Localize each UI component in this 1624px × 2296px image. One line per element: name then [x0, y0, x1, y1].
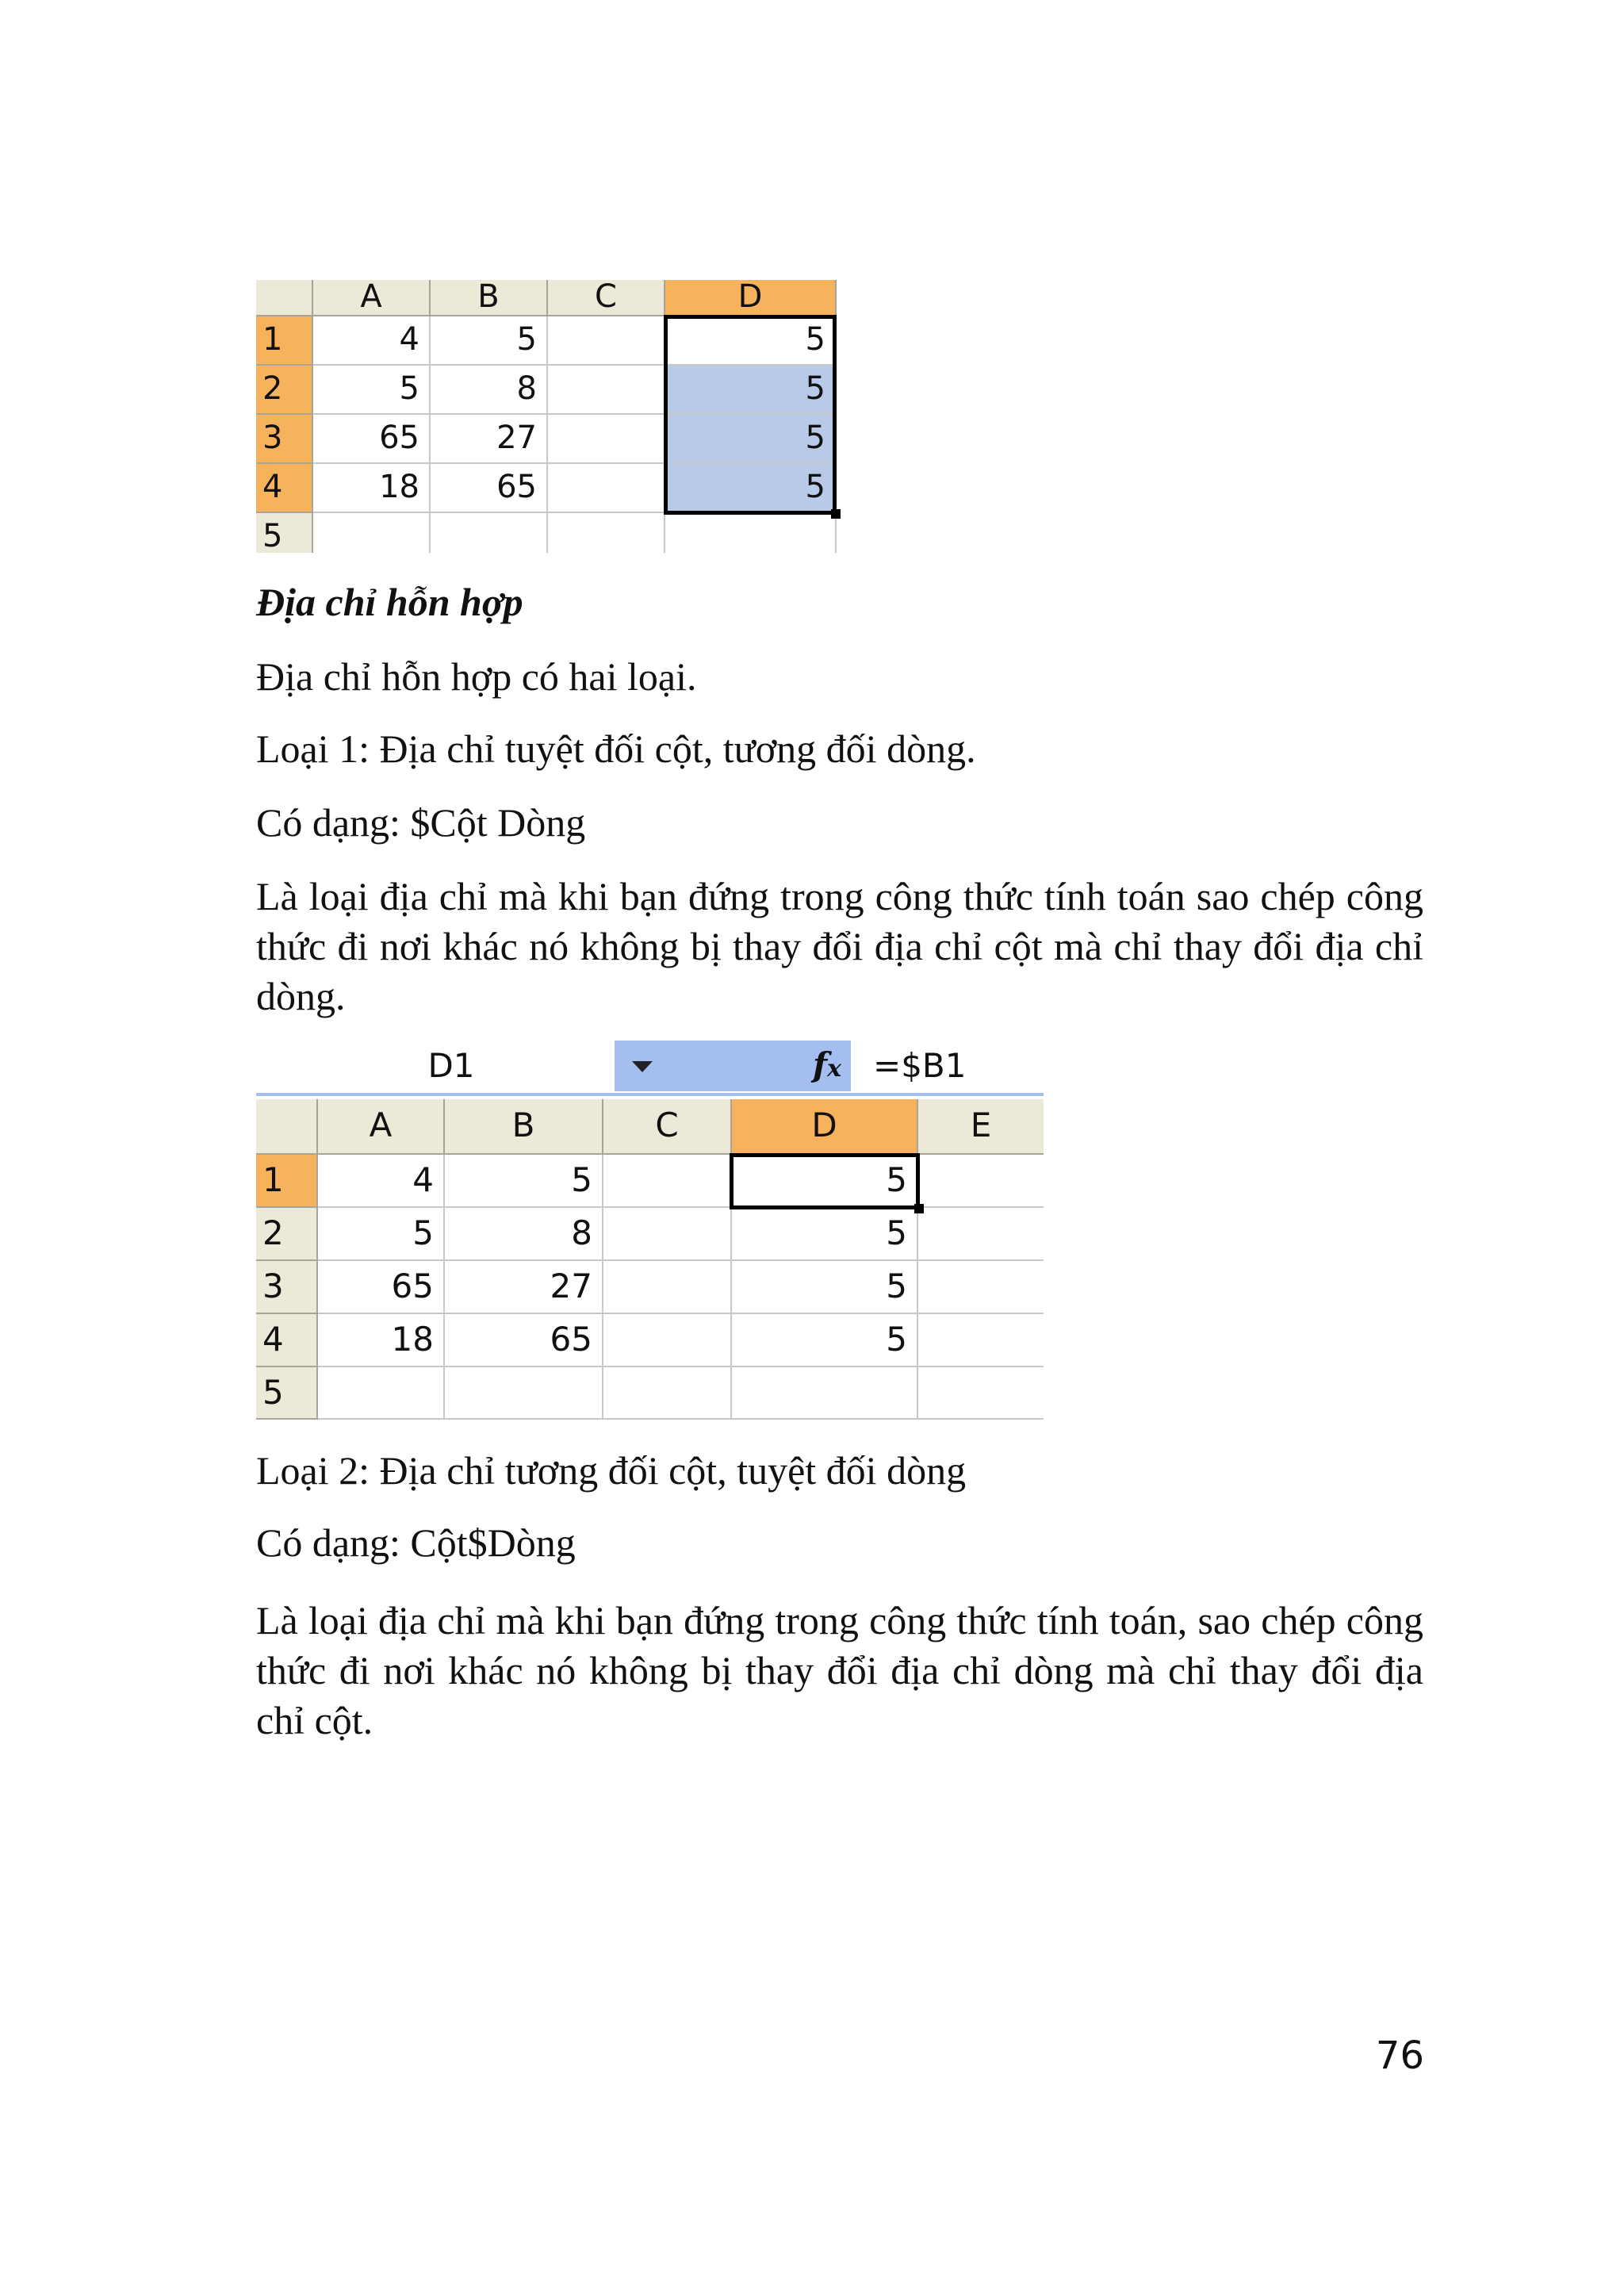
- paragraph-type-2: Loại 2: Địa chỉ tương đối cột, tuyệt đối dòng: [256, 1448, 967, 1493]
- col-header-c[interactable]: C: [603, 1099, 732, 1155]
- spreadsheet-1: [256, 280, 864, 553]
- cell-a4[interactable]: 18: [318, 1314, 445, 1367]
- col-header-d[interactable]: D: [732, 1099, 918, 1155]
- cell-d4[interactable]: 5: [665, 464, 837, 513]
- cell-b5[interactable]: [431, 513, 548, 553]
- row-header-5[interactable]: 5: [256, 513, 313, 553]
- cell-d5[interactable]: [732, 1367, 918, 1420]
- cell-d5[interactable]: [665, 513, 837, 553]
- active-cell-d1: [730, 1153, 920, 1209]
- cell-b1[interactable]: 5: [431, 316, 548, 366]
- cell-b2[interactable]: 8: [445, 1208, 603, 1261]
- cell-c1[interactable]: [603, 1155, 732, 1208]
- cell-a5[interactable]: [313, 513, 431, 553]
- col-header-e[interactable]: E: [918, 1099, 1044, 1155]
- cell-a1[interactable]: 4: [318, 1155, 445, 1208]
- cell-b5[interactable]: [445, 1367, 603, 1420]
- row-header-1[interactable]: 1: [256, 316, 313, 366]
- paragraph-description-2: Là loại địa chỉ mà khi bạn đứng trong công thức tính toán, sao chép công thức đi nơi khác nó không bị thay đổi địa chỉ dòng mà chỉ thay đổi địa chỉ cột.: [256, 1598, 1423, 1742]
- cell-c4[interactable]: [603, 1314, 732, 1367]
- cell-c5[interactable]: [548, 513, 665, 553]
- cell-e3[interactable]: [918, 1261, 1044, 1314]
- row-header-2[interactable]: 2: [256, 366, 313, 415]
- dropdown-arrow-icon[interactable]: [630, 1060, 654, 1075]
- cell-b4[interactable]: 65: [445, 1314, 603, 1367]
- formula-input[interactable]: =$B1: [873, 1046, 967, 1085]
- paragraph-description-1: Là loại địa chỉ mà khi bạn đứng trong công thức tính toán sao chép công thức đi nơi khác nó không bị thay đổi địa chỉ cột mà chỉ thay đổi địa chỉ dòng.: [256, 874, 1423, 1018]
- cell-a1[interactable]: 4: [313, 316, 431, 366]
- row-header-2[interactable]: 2: [256, 1208, 318, 1261]
- paragraph-format-2: Có dạng: Cột$Dòng: [256, 1520, 576, 1565]
- corner-cell[interactable]: [256, 1099, 318, 1155]
- cell-b3[interactable]: 27: [445, 1261, 603, 1314]
- col-header-d[interactable]: D: [665, 280, 837, 316]
- fill-handle[interactable]: [831, 509, 841, 519]
- col-header-a[interactable]: A: [313, 280, 431, 316]
- fill-handle[interactable]: [914, 1204, 924, 1213]
- spreadsheet-2: [256, 1099, 1044, 1420]
- col-header-c[interactable]: C: [548, 280, 665, 316]
- cell-a4[interactable]: 18: [313, 464, 431, 513]
- cell-e4[interactable]: [918, 1314, 1044, 1367]
- row-header-3[interactable]: 3: [256, 1261, 318, 1314]
- page-number: 76: [1375, 2033, 1424, 2078]
- row-header-5[interactable]: 5: [256, 1367, 318, 1420]
- cell-a3[interactable]: 65: [313, 415, 431, 464]
- cell-a5[interactable]: [318, 1367, 445, 1420]
- corner-cell[interactable]: [256, 280, 313, 316]
- cell-b4[interactable]: 65: [431, 464, 548, 513]
- cell-b2[interactable]: 8: [431, 366, 548, 415]
- fx-icon[interactable]: fx: [813, 1045, 841, 1084]
- cell-e5[interactable]: [918, 1367, 1044, 1420]
- cell-d1[interactable]: 5: [732, 1155, 918, 1208]
- cell-a2[interactable]: 5: [318, 1208, 445, 1261]
- col-header-a[interactable]: A: [318, 1099, 445, 1155]
- cell-d3[interactable]: 5: [665, 415, 837, 464]
- cell-d3[interactable]: 5: [732, 1261, 918, 1314]
- cell-e1[interactable]: [918, 1155, 1044, 1208]
- cell-d4[interactable]: 5: [732, 1314, 918, 1367]
- cell-c4[interactable]: [548, 464, 665, 513]
- section-heading: Địa chỉ hỗn hợp: [256, 580, 523, 624]
- cell-b3[interactable]: 27: [431, 415, 548, 464]
- row-header-4[interactable]: 4: [256, 1314, 318, 1367]
- cell-c5[interactable]: [603, 1367, 732, 1420]
- cell-c2[interactable]: [603, 1208, 732, 1261]
- selection-range-d1-d4: [664, 315, 837, 515]
- col-header-b[interactable]: B: [445, 1099, 603, 1155]
- cell-d2[interactable]: 5: [732, 1208, 918, 1261]
- row-header-3[interactable]: 3: [256, 415, 313, 464]
- formula-bar-divider: [256, 1093, 1044, 1096]
- cell-d1[interactable]: 5: [665, 316, 837, 366]
- paragraph-type-1: Loại 1: Địa chỉ tuyệt đối cột, tương đối dòng.: [256, 726, 976, 771]
- cell-a3[interactable]: 65: [318, 1261, 445, 1314]
- col-header-b[interactable]: B: [431, 280, 548, 316]
- paragraph-format-1: Có dạng: $Cột Dòng: [256, 800, 586, 845]
- cell-a2[interactable]: 5: [313, 366, 431, 415]
- row-header-4[interactable]: 4: [256, 464, 313, 513]
- cell-c2[interactable]: [548, 366, 665, 415]
- cell-c3[interactable]: [548, 415, 665, 464]
- row-header-1[interactable]: 1: [256, 1155, 318, 1208]
- cell-e2[interactable]: [918, 1208, 1044, 1261]
- cell-d2[interactable]: 5: [665, 366, 837, 415]
- formula-bar: [256, 1041, 1044, 1096]
- cell-c1[interactable]: [548, 316, 665, 366]
- paragraph-intro: Địa chỉ hỗn hợp có hai loại.: [256, 654, 697, 699]
- cell-b1[interactable]: 5: [445, 1155, 603, 1208]
- name-box-dropdown[interactable]: [615, 1041, 851, 1091]
- cell-c3[interactable]: [603, 1261, 732, 1314]
- name-box[interactable]: D1: [427, 1046, 475, 1085]
